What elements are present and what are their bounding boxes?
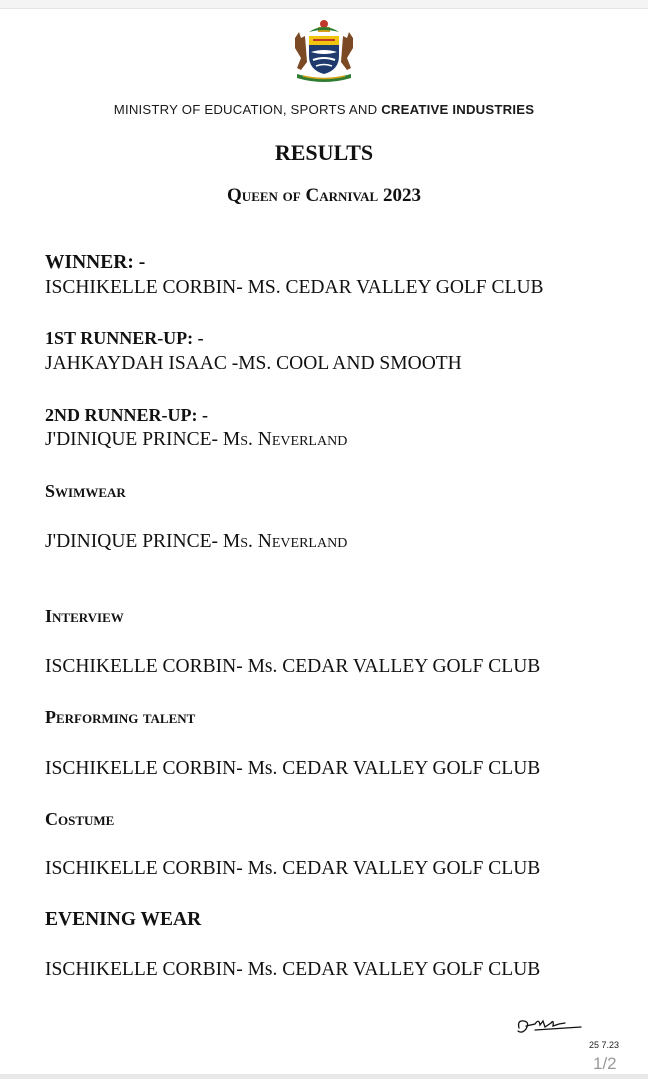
viewer-bottom-edge bbox=[0, 1074, 648, 1079]
category-label-evening-wear: EVENING WEAR bbox=[45, 909, 202, 930]
category-name-winner: ISCHIKELLE CORBIN- MS. CEDAR VALLEY GOLF CLUB bbox=[45, 277, 544, 298]
ministry-name-bold: CREATIVE INDUSTRIES bbox=[381, 102, 535, 117]
category-label-interview: Interview bbox=[45, 606, 124, 626]
category-name-swimwear: J'DINIQUE PRINCE- Ms. Neverland bbox=[45, 531, 348, 552]
category-name-costume: ISCHIKELLE CORBIN- Ms. CEDAR VALLEY GOLF CLUB bbox=[45, 858, 541, 879]
event-title: Queen of Carnival 2023 bbox=[227, 185, 421, 206]
category-name-1st-runner-up: JAHKAYDAH ISAAC -MS. COOL AND SMOOTH bbox=[45, 353, 462, 374]
category-label-1st-runner-up: 1ST RUNNER-UP: - bbox=[45, 328, 204, 348]
viewer-top-edge bbox=[0, 0, 648, 9]
category-name-performing-talent: ISCHIKELLE CORBIN- Ms. CEDAR VALLEY GOLF CLUB bbox=[45, 758, 541, 779]
signature-mark bbox=[515, 1014, 585, 1036]
category-label-costume: Costume bbox=[45, 809, 115, 829]
signature-date: 25 7.23 bbox=[589, 1040, 620, 1050]
category-label-2nd-runner-up: 2ND RUNNER-UP: - bbox=[45, 405, 208, 425]
coat-of-arms-icon bbox=[289, 18, 359, 84]
category-name-evening-wear: ISCHIKELLE CORBIN- Ms. CEDAR VALLEY GOLF CLUB bbox=[45, 959, 541, 980]
ministry-name: MINISTRY OF EDUCATION, SPORTS AND bbox=[113, 102, 378, 117]
category-name-interview: ISCHIKELLE CORBIN- Ms. CEDAR VALLEY GOLF CLUB bbox=[45, 656, 541, 677]
category-name-2nd-runner-up: J'DINIQUE PRINCE- Ms. Neverland bbox=[45, 429, 348, 450]
results-title: RESULTS bbox=[274, 140, 374, 165]
category-label-performing-talent: Performing talent bbox=[45, 707, 196, 727]
category-label-winner: WINNER: - bbox=[45, 252, 146, 273]
category-label-swimwear: Swimwear bbox=[45, 481, 126, 501]
page-indicator: 1/2 bbox=[593, 1054, 617, 1073]
ministry-heading bbox=[0, 102, 648, 117]
